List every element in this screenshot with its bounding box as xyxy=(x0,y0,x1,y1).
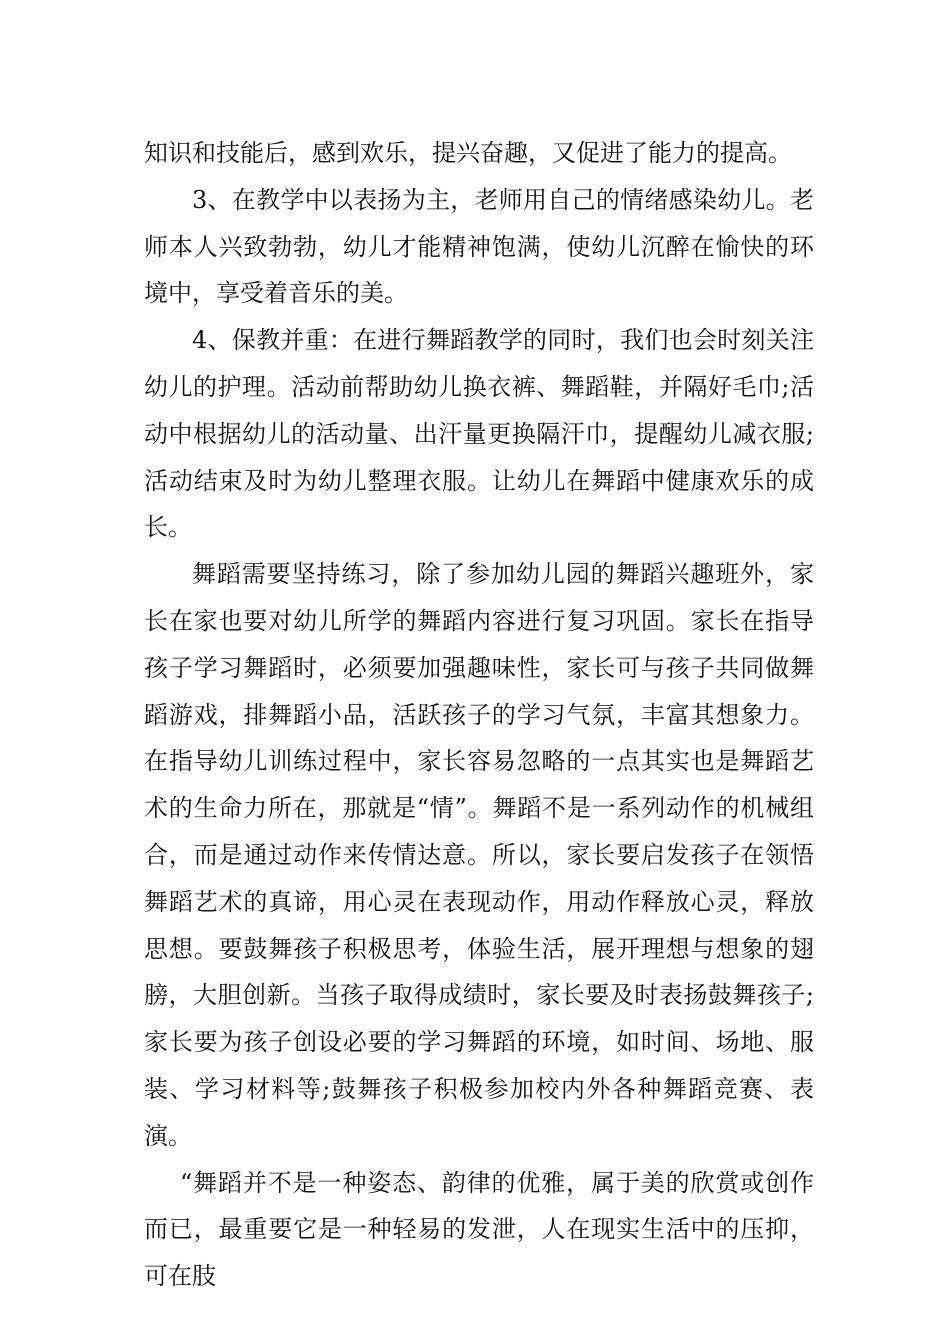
paragraph-continuation: 知识和技能后，感到欢乐，提兴奋趣，又促进了能力的提高。 xyxy=(144,139,792,167)
paragraph-item-3: 3、在教学中以表扬为主，老师用自己的情绪感染幼儿。老师本人兴致勃勃，幼儿才能精神饱满，使幼儿沉醉在愉快的环境中，享受着音乐的美。 xyxy=(144,185,814,308)
body-text xyxy=(144,130,814,1300)
paragraph-quote: “舞蹈并不是一种姿态、韵律的优雅，属于美的欣赏或创作而已，最重要它是一种轻易的发泄，人在现实生活中的压抑，可在肢 xyxy=(144,1168,814,1291)
paragraph-parent-guidance: 舞蹈需要坚持练习，除了参加幼儿园的舞蹈兴趣班外，家长在家也要对幼儿所学的舞蹈内容进行复习巩固。家长在指导孩子学习舞蹈时，必须要加强趣味性，家长可与孩子共同做舞蹈游戏，排舞蹈小品，活跃孩子的学习气氛，丰富其想象力。在指导幼儿训练过程中，家长容易忽略的一点其实也是舞蹈艺术的生命力所在，那就是“情”。舞蹈不是一系列动作的机械组合，而是通过动作来传情达意。所以，家长要启发孩子在领悟舞蹈艺术的真谛，用心灵在表现动作，用动作释放心灵，释放思想。要鼓舞孩子积极思考，体验生活，展开理想与想象的翅膀，大胆创新。当孩子取得成绩时，家长要及时表扬鼓舞孩子;家长要为孩子创设必要的学习舞蹈的环境，如时间、场地、服装、学习材料等;鼓舞孩子积极参加校内外各种舞蹈竞赛、表演。 xyxy=(144,560,814,1150)
paragraph-item-4: 4、保教并重：在进行舞蹈教学的同时，我们也会时刻关注幼儿的护理。活动前帮助幼儿换衣裤、舞蹈鞋，并隔好毛巾;活动中根据幼儿的活动量、出汗量更换隔汗巾，提醒幼儿减衣服;活动结束及时为幼儿整理衣服。让幼儿在舞蹈中健康欢乐的成长。 xyxy=(144,326,814,542)
